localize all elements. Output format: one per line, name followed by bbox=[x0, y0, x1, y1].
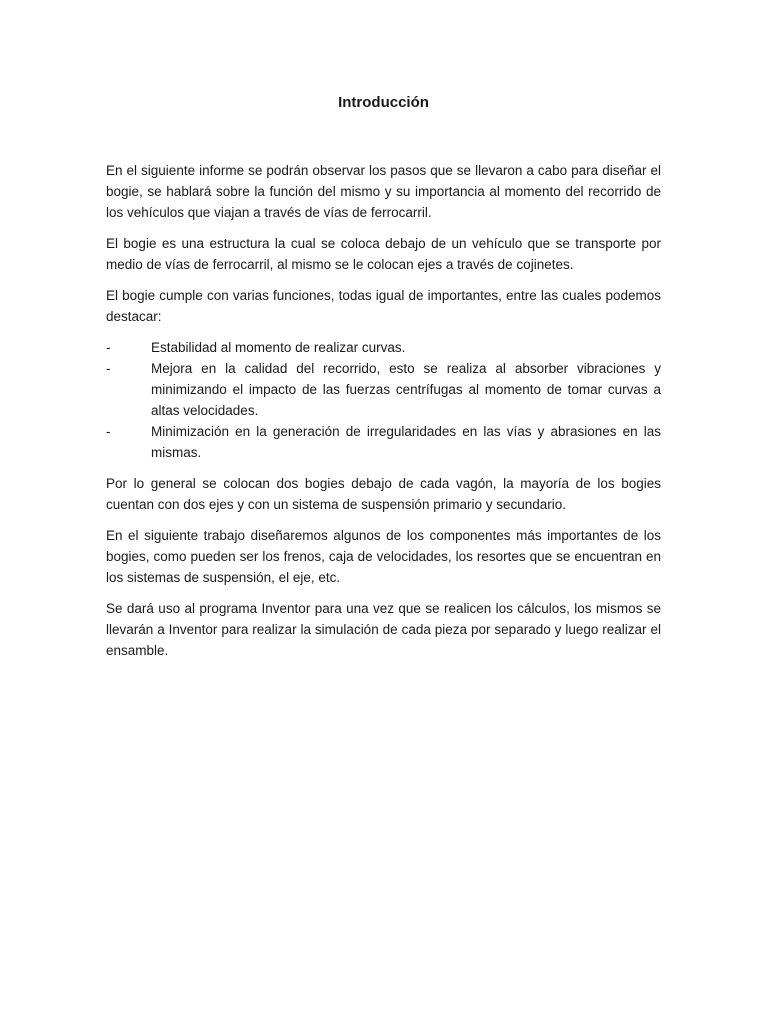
body-paragraph-4: Por lo general se colocan dos bogies debajo de cada vagón, la mayoría de los bogies cuentan con dos ejes y con un sistema de suspensión primario y secundario. bbox=[106, 476, 661, 512]
body-paragraph-5: En el siguiente trabajo diseñaremos algunos de los componentes más importantes de los bogies, como pueden ser los frenos, caja de velocidades, los resortes que se encuentran en los sistemas de suspensión, el eje, etc. bbox=[106, 528, 661, 585]
list-bullet-marker: - bbox=[106, 424, 111, 439]
list-item bbox=[106, 358, 661, 421]
list-item-text: Mejora en la calidad del recorrido, esto se realiza al absorber vibraciones y minimizando el impacto de las fuerzas centrífugas al momento de tomar curvas a altas velocidades. bbox=[151, 361, 661, 418]
list-item-text: Minimización en la generación de irregularidades en las vías y abrasiones en las mismas. bbox=[151, 424, 661, 460]
functions-list bbox=[106, 337, 661, 463]
list-item bbox=[106, 337, 661, 358]
document-page bbox=[106, 92, 661, 671]
intro-paragraph-1: En el siguiente informe se podrán observar los pasos que se llevaron a cabo para diseñar el bogie, se hablará sobre la función del mismo y su importancia al momento del recorrido de los vehículos que viajan a través de vías de ferrocarril. bbox=[106, 163, 661, 220]
list-item bbox=[106, 421, 661, 463]
intro-paragraph-2: El bogie es una estructura la cual se coloca debajo de un vehículo que se transporte por medio de vías de ferrocarril, al mismo se le colocan ejes a través de cojinetes. bbox=[106, 236, 661, 272]
document-title: Introducción bbox=[338, 94, 429, 111]
list-item-text: Estabilidad al momento de realizar curvas. bbox=[151, 340, 406, 355]
intro-paragraph-3: El bogie cumple con varias funciones, todas igual de importantes, entre las cuales podemos destacar: bbox=[106, 288, 661, 324]
list-bullet-marker: - bbox=[106, 340, 111, 355]
list-bullet-marker: - bbox=[106, 361, 111, 376]
body-paragraph-6: Se dará uso al programa Inventor para una vez que se realicen los cálculos, los mismos se llevarán a Inventor para realizar la simulación de cada pieza por separado y luego realizar el ensamble. bbox=[106, 601, 661, 658]
